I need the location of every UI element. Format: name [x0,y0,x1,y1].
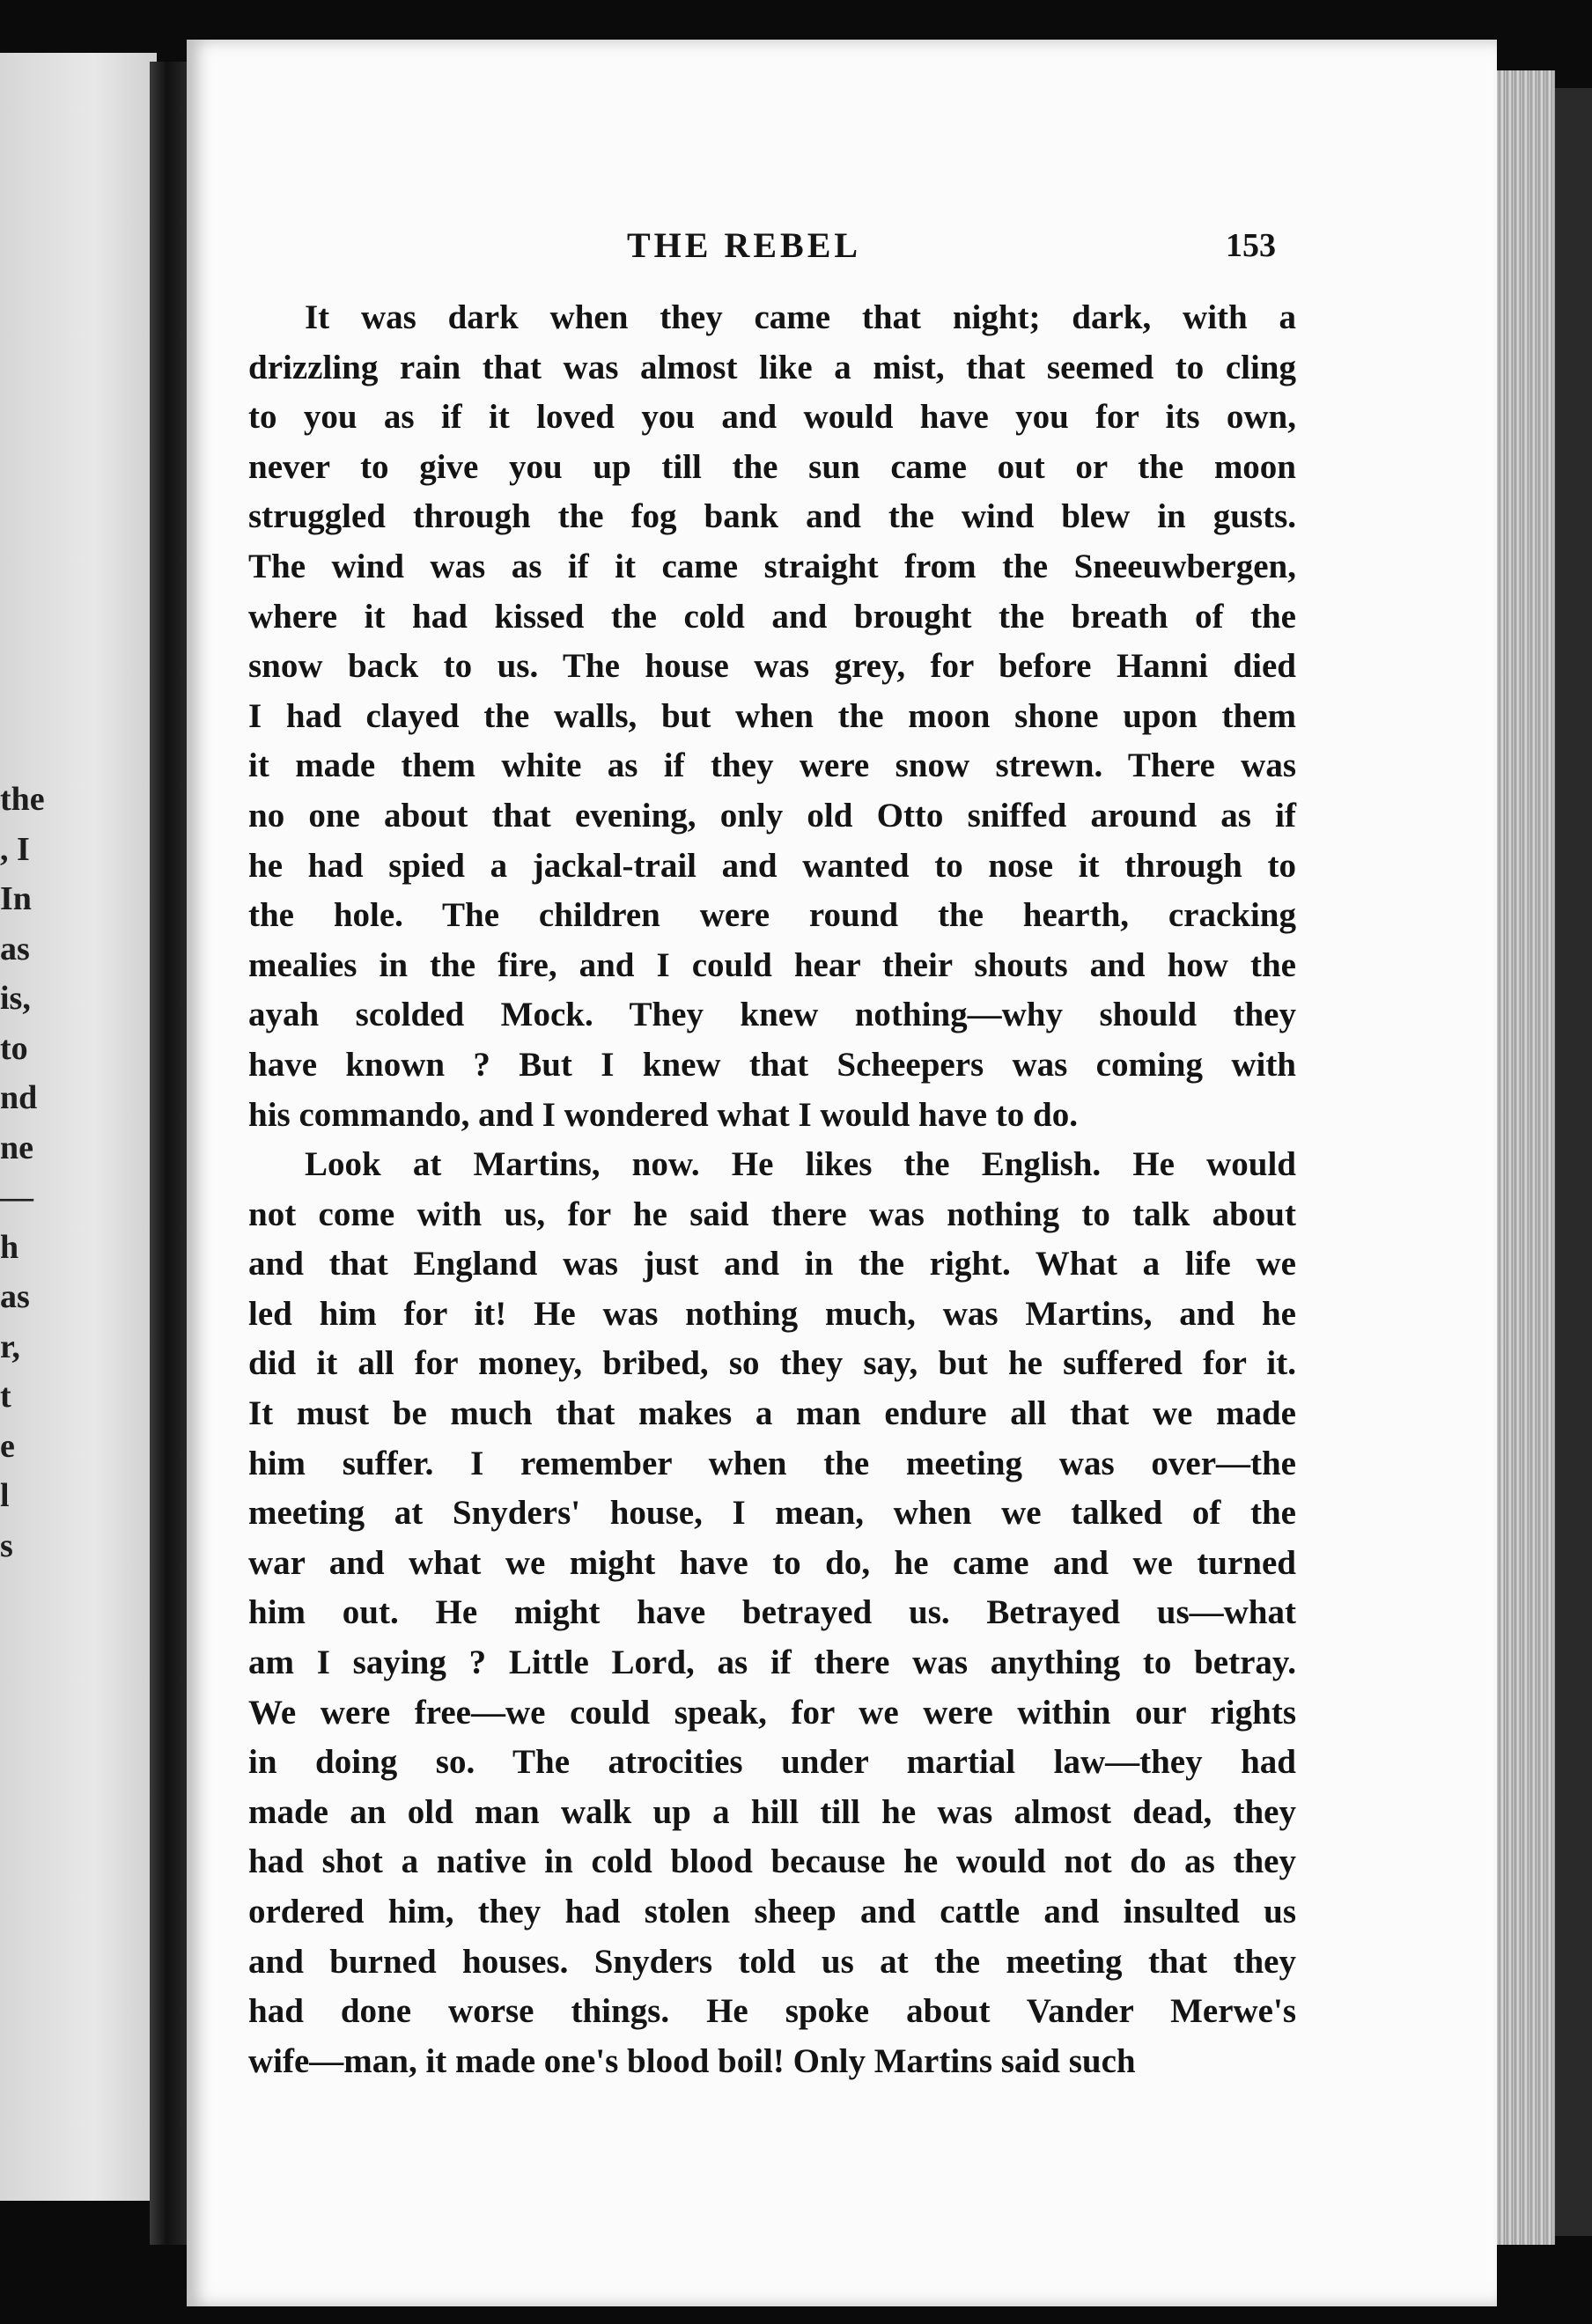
text-line: mealies in the fire, and I could hear their shouts and how the [248,945,1296,984]
facing-page-fragment: l [0,1477,10,1514]
text-line: it made them white as if they were snow strewn. There was [248,746,1296,785]
text-line: It must be much that makes a man endure all that we made [248,1394,1296,1433]
facing-page-fragment: as [0,1278,30,1315]
text-line: It was dark when they came that night; dark, with a [305,298,1296,336]
body-text [248,293,1296,2086]
text-line: ordered him, they had stolen sheep and cattle and insulted us [248,1893,1296,1931]
facing-page-fragment: s [0,1526,13,1564]
text-line: wife—man, it made one's blood boil! Only Martins said such [248,2041,1136,2080]
book-cover-edge [1555,88,1592,2236]
facing-page-fragment: to [0,1029,28,1067]
facing-page-fragment: — [0,1179,33,1216]
text-line: no one about that evening, only old Otto sniffed around as if [248,796,1296,835]
text-line: in doing so. The atrocities under martial law—they had [248,1743,1296,1782]
page-stack-edge [1497,70,1555,2245]
text-line: him out. He might have betrayed us. Betrayed us—what [248,1593,1296,1632]
facing-page-fragment: h [0,1228,19,1266]
text-line: his commando, and I wondered what I would have to do. [248,1095,1078,1134]
running-head-title: THE REBEL [627,225,862,265]
page-number: 153 [1226,227,1276,264]
text-line: led him for it! He was nothing much, was Martins, and he [248,1294,1296,1333]
facing-page-fragment: In [0,880,32,917]
facing-page-text-fragments [0,775,79,1570]
facing-page-fragment: r, [0,1327,20,1365]
text-line: did it all for money, bribed, so they say, but he suffered for it. [248,1344,1296,1383]
text-line: We were free—we could speak, for we were within our rights [248,1693,1296,1732]
running-head [187,180,1497,265]
text-line: had done worse things. He spoke about Vander Merwe's [248,1992,1296,2031]
text-line: meeting at Snyders' house, I mean, when we talked of the [248,1494,1296,1533]
text-line: ayah scolded Mock. They knew nothing—why should they [248,996,1296,1034]
text-line: not come with us, for he said there was nothing to talk about [248,1195,1296,1233]
facing-page-fragment: ne [0,1129,33,1166]
facing-page-fragment: as [0,930,30,967]
text-line: had shot a native in cold blood because he would not do as they [248,1842,1296,1881]
facing-page-fragment: , I [0,830,30,868]
text-line: him suffer. I remember when the meeting was over—the [248,1444,1296,1482]
text-line: he had spied a jackal-trail and wanted to nose it through to [248,846,1296,885]
text-line: made an old man walk up a hill till he was almost dead, they [248,1792,1296,1831]
facing-page-fragment: t [0,1378,11,1415]
text-line: have known ? But I knew that Scheepers was coming with [248,1045,1296,1084]
book-page [187,40,1497,2306]
text-line: snow back to us. The house was grey, for before Hanni died [248,647,1296,686]
book-gutter [150,62,192,2245]
facing-page-fragment: nd [0,1079,38,1116]
facing-page-fragment: e [0,1427,15,1465]
text-line: am I saying ? Little Lord, as if there was anything to betray. [248,1644,1296,1682]
facing-page-fragment: is, [0,980,31,1017]
text-line: war and what we might have to do, he came and we turned [248,1543,1296,1582]
text-line: I had clayed the walls, but when the moon shone upon them [248,696,1296,735]
text-line: to you as if it loved you and would have you for its own, [248,398,1296,437]
text-line: where it had kissed the cold and brought the breath of the [248,597,1296,636]
text-line: and that England was just and in the right. What a life we [248,1245,1296,1283]
facing-page-fragment: the [0,781,45,818]
text-line: drizzling rain that was almost like a mist, that seemed to cling [248,348,1296,386]
text-line: and burned houses. Snyders told us at the meeting that they [248,1942,1296,1981]
text-line: Look at Martins, now. He likes the English. He would [305,1145,1296,1184]
text-line: struggled through the fog bank and the wind blew in gusts. [248,497,1296,536]
text-line: the hole. The children were round the hearth, cracking [248,896,1296,935]
text-line: The wind was as if it came straight from the Sneeuwbergen, [248,547,1296,585]
text-line: never to give you up till the sun came out or the moon [248,447,1296,486]
